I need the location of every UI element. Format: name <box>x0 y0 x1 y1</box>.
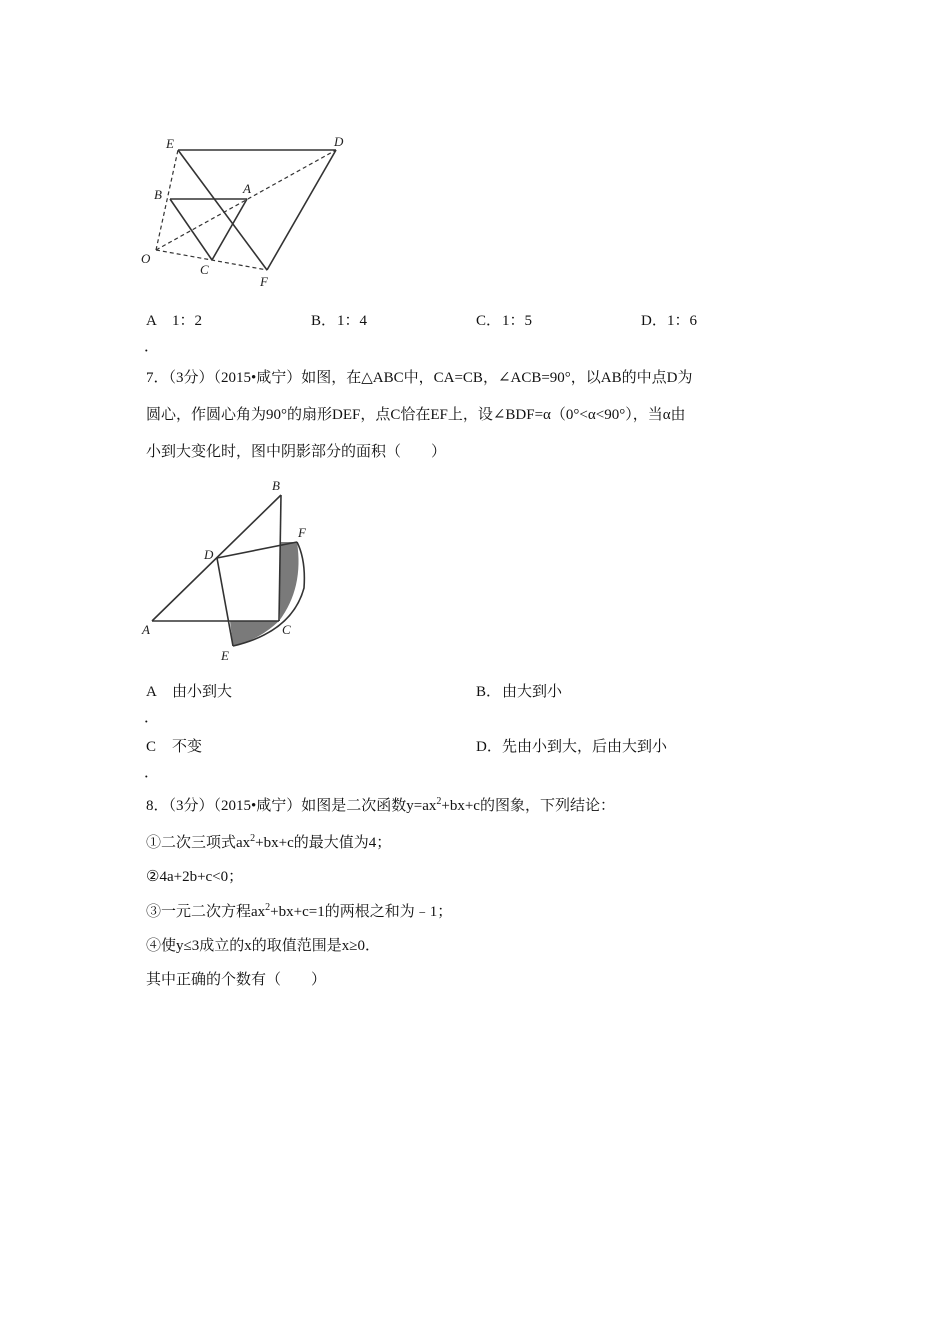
q7-stem-line1: 7．（3分）（2015•咸宁）如图，在△ABC中，CA=CB，∠ACB=90°，以AB的中点D为 <box>146 370 693 386</box>
q8-item1 <box>146 831 391 852</box>
q8-stem-pre: 8．（3分）（2015•咸宁）如图是二次函数y=ax <box>146 798 437 814</box>
q8-item2: ②4a+2b+c<0； <box>146 869 244 885</box>
q8-item3-post: +bx+c=1的两根之和为﹣1； <box>270 904 453 920</box>
dash-OF <box>156 250 267 270</box>
q8-item3 <box>146 900 452 921</box>
q6-option-d[interactable] <box>641 309 697 330</box>
q8-question: 其中正确的个数有（ ） <box>146 972 327 988</box>
q7-option-b[interactable] <box>476 680 562 701</box>
label-E: E <box>221 648 229 663</box>
option-text: 由大到小 <box>502 684 563 700</box>
option-letter: C <box>146 739 157 755</box>
q7-option-c[interactable] <box>146 735 202 756</box>
label-D: D <box>334 134 344 149</box>
shaded-region-right <box>279 542 299 621</box>
label-O: O <box>141 251 151 266</box>
q8-item1-post: +bx+c的最大值为4； <box>255 835 392 851</box>
label-C: C <box>282 622 291 637</box>
label-B: B <box>272 478 280 493</box>
superscript: 2 <box>265 902 271 913</box>
option-text: 由小到大 <box>172 684 233 700</box>
seg-AC <box>212 199 247 260</box>
option-letter: A <box>146 313 157 329</box>
label-F: F <box>260 274 268 289</box>
option-text: 不变 <box>172 739 203 755</box>
q7-figure <box>135 475 335 665</box>
q7-stem-line3: 小到大变化时，图中阴影部分的面积（ ） <box>146 444 447 460</box>
superscript: 2 <box>436 796 442 807</box>
option-text: 1：5 <box>502 313 533 329</box>
option-text: 1：2 <box>172 313 203 329</box>
q6-option-b[interactable] <box>311 309 367 330</box>
q7-stem-line2: 圆心，作圆心角为90°的扇形DEF，点C恰在EF上，设∠BDF=α（0°<α<90°），当α由 <box>146 407 686 423</box>
q8-item3-pre: ③一元二次方程ax <box>146 904 266 920</box>
label-A: A <box>243 181 251 196</box>
q6-figure <box>135 128 365 298</box>
label-A: A <box>142 622 150 637</box>
q8-item1-pre: ①二次三项式ax <box>146 835 251 851</box>
label-D: D <box>204 547 214 562</box>
label-E: E <box>166 136 174 151</box>
label-B: B <box>154 187 162 202</box>
q8-stem-post: +bx+c的图象，下列结论： <box>441 798 615 814</box>
seg-AB <box>152 495 281 621</box>
seg-DF <box>267 150 336 270</box>
seg-EF <box>178 150 267 270</box>
seg-DE <box>217 558 233 646</box>
q6-option-a[interactable] <box>146 309 202 330</box>
option-letter: B． <box>311 313 337 329</box>
stray-dot: ． <box>144 339 160 355</box>
option-letter: C． <box>476 313 502 329</box>
superscript: 2 <box>250 833 256 844</box>
q7-option-d[interactable] <box>476 735 667 756</box>
option-text: 1：4 <box>337 313 368 329</box>
label-F: F <box>298 525 306 540</box>
option-text: 1：6 <box>667 313 698 329</box>
option-letter: D． <box>641 313 667 329</box>
stray-dot: ． <box>144 765 160 781</box>
stray-dot: ． <box>144 710 160 726</box>
q8-item4: ④使y≤3成立的x的取值范围是x≥0． <box>146 938 380 954</box>
label-C: C <box>200 262 209 277</box>
option-letter: B． <box>476 684 502 700</box>
q8-stem <box>146 794 615 815</box>
option-letter: D． <box>476 739 502 755</box>
q7-option-a[interactable] <box>146 680 232 701</box>
seg-BC <box>170 199 212 260</box>
shaded-region-bottom <box>230 621 279 646</box>
option-text: 先由小到大，后由大到小 <box>502 739 668 755</box>
q6-option-c[interactable] <box>476 309 532 330</box>
option-letter: A <box>146 684 157 700</box>
